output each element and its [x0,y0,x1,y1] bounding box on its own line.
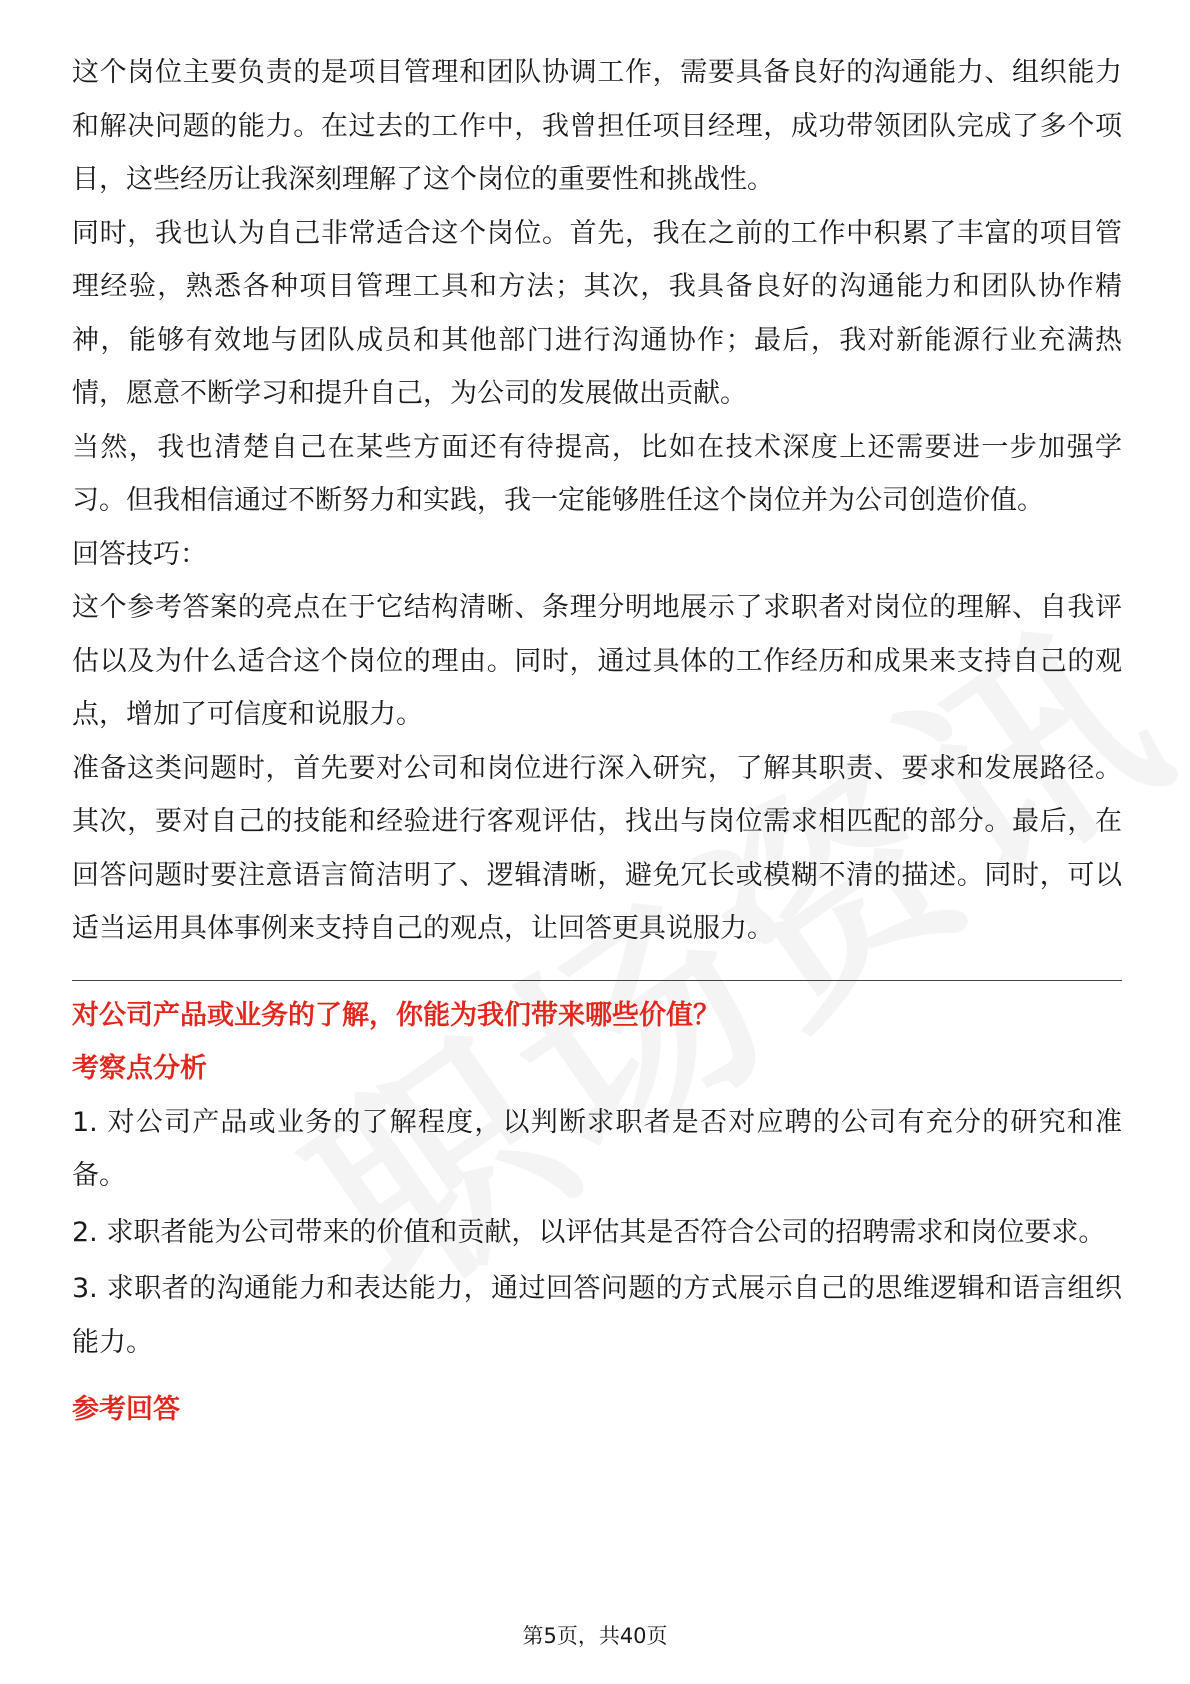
analysis-item-1: 1. 对公司产品或业务的了解程度，以判断求职者是否对应聘的公司有充分的研究和准备。 [72,1106,1122,1191]
section-divider [72,980,1122,981]
intro-paragraph-2: 同时，我也认为自己非常适合这个岗位。首先，我在之前的工作中积累了丰富的项目管理经验，熟悉各种项目管理工具和方法；其次，我具备良好的沟通能力和团队协作精神，能够有效地与团队成员和其他部门进行沟通协作；最后，我对新能源行业充满热情，愿意不断学习和提升自己，为公司的发展做出贡献。 [72,217,1122,409]
page-number-footer: 第5页，共40页 [522,1624,668,1648]
analysis-title: 考察点分析 [72,1053,207,1084]
question-heading: 对公司产品或业务的了解，你能为我们带来哪些价值？ [72,999,720,1031]
intro-paragraph-1: 这个岗位主要负责的是项目管理和团队协调工作，需要具备良好的沟通能力、组织能力和解决问题的能力。在过去的工作中，我曾担任项目经理，成功带领团队完成了多个项目，这些经历让我深刻理解了这个岗位的重要性和挑战性。 [72,57,1122,195]
reference-answer-title: 参考回答 [72,1394,180,1425]
analysis-item-2: 2. 求职者能为公司带来的价值和贡献，以评估其是否符合公司的招聘需求和岗位要求。 [72,1216,1106,1248]
tips-label: 回答技巧： [72,538,207,570]
tips-paragraph-2: 准备这类问题时，首先要对公司和岗位进行深入研究，了解其职责、要求和发展路径。其次，要对自己的技能和经验进行客观评估，找出与岗位需求相匹配的部分。最后，在回答问题时要注意语言简洁明了、逻辑清晰，避免冗长或模糊不清的描述。同时，可以适当运用具体事例来支持自己的观点，让回答更具说服力。 [72,752,1122,944]
intro-paragraph-3: 当然，我也清楚自己在某些方面还有待提高，比如在技术深度上还需要进一步加强学习。但我相信通过不断努力和实践，我一定能够胜任这个岗位并为公司创造价值。 [72,431,1122,516]
analysis-item-3: 3. 求职者的沟通能力和表达能力，通过回答问题的方式展示自己的思维逻辑和语言组织能力。 [72,1273,1122,1358]
tips-paragraph-1: 这个参考答案的亮点在于它结构清晰、条理分明地展示了求职者对岗位的理解、自我评估以及为什么适合这个岗位的理由。同时，通过具体的工作经历和成果来支持自己的观点，增加了可信度和说服力。 [72,592,1122,730]
document-page [72,46,1122,1437]
